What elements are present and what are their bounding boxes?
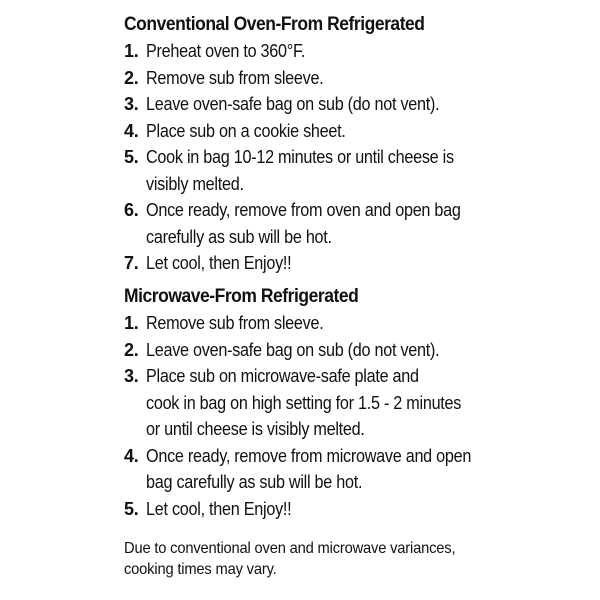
- step-text: Leave oven-safe bag on sub (do not vent).: [146, 94, 440, 114]
- microwave-step: [124, 310, 504, 337]
- microwave-step: [124, 496, 504, 523]
- step-text: Preheat oven to 360°F.: [146, 41, 306, 61]
- oven-step: [124, 65, 504, 92]
- oven-step: [124, 250, 504, 277]
- note-text: cooking times may vary.: [124, 561, 277, 578]
- step-number: 2.: [124, 339, 139, 360]
- microwave-step: [124, 337, 504, 364]
- conventional-oven-steps: [124, 38, 504, 277]
- step-text: visibly melted.: [146, 173, 244, 194]
- step-text: Let cool, then Enjoy!!: [146, 498, 292, 519]
- microwave-step: [124, 443, 504, 496]
- oven-step: [124, 197, 504, 250]
- step-text: Remove sub from sleeve.: [146, 67, 324, 88]
- step-text: Place sub on microwave-safe plate and: [146, 366, 419, 386]
- step-text: Cook in bag 10-12 minutes or until cheese is: [146, 147, 454, 167]
- step-text: Leave oven-safe bag on sub (do not vent).: [146, 339, 440, 360]
- step-number: 2.: [124, 67, 139, 88]
- oven-step: [124, 38, 504, 65]
- step-number: 6.: [124, 200, 139, 220]
- step-number: 3.: [124, 94, 139, 114]
- microwave-section: [124, 284, 504, 522]
- step-text: Remove sub from sleeve.: [146, 313, 324, 333]
- step-number: 3.: [124, 366, 139, 386]
- step-number: 4.: [124, 445, 139, 466]
- step-number: 5.: [124, 498, 139, 519]
- microwave-steps: [124, 310, 504, 522]
- step-number: 1.: [124, 313, 139, 333]
- step-number: 1.: [124, 41, 139, 61]
- step-text: Place sub on a cookie sheet.: [146, 120, 346, 141]
- oven-step: [124, 118, 504, 145]
- oven-step: [124, 144, 504, 197]
- step-text: Once ready, remove from microwave and open: [146, 445, 472, 466]
- step-text: cook in bag on high setting for 1.5 - 2 minutes: [146, 392, 462, 413]
- step-text: carefully as sub will be hot.: [146, 226, 332, 247]
- step-text: bag carefully as sub will be hot.: [146, 472, 363, 492]
- variance-note: [124, 538, 524, 580]
- step-text: Once ready, remove from oven and open bag: [146, 200, 461, 220]
- step-text: Let cool, then Enjoy!!: [146, 253, 292, 273]
- step-text: or until cheese is visibly melted.: [146, 419, 365, 439]
- microwave-step: [124, 363, 504, 443]
- oven-step: [124, 91, 504, 118]
- step-number: 7.: [124, 253, 139, 273]
- conventional-oven-heading: Conventional Oven-From Refrigerated: [124, 14, 425, 35]
- note-text: Due to conventional oven and microwave variances,: [124, 540, 456, 557]
- step-number: 5.: [124, 147, 139, 167]
- microwave-heading: Microwave-From Refrigerated: [124, 286, 359, 307]
- step-number: 4.: [124, 120, 139, 141]
- conventional-oven-section: [124, 12, 504, 277]
